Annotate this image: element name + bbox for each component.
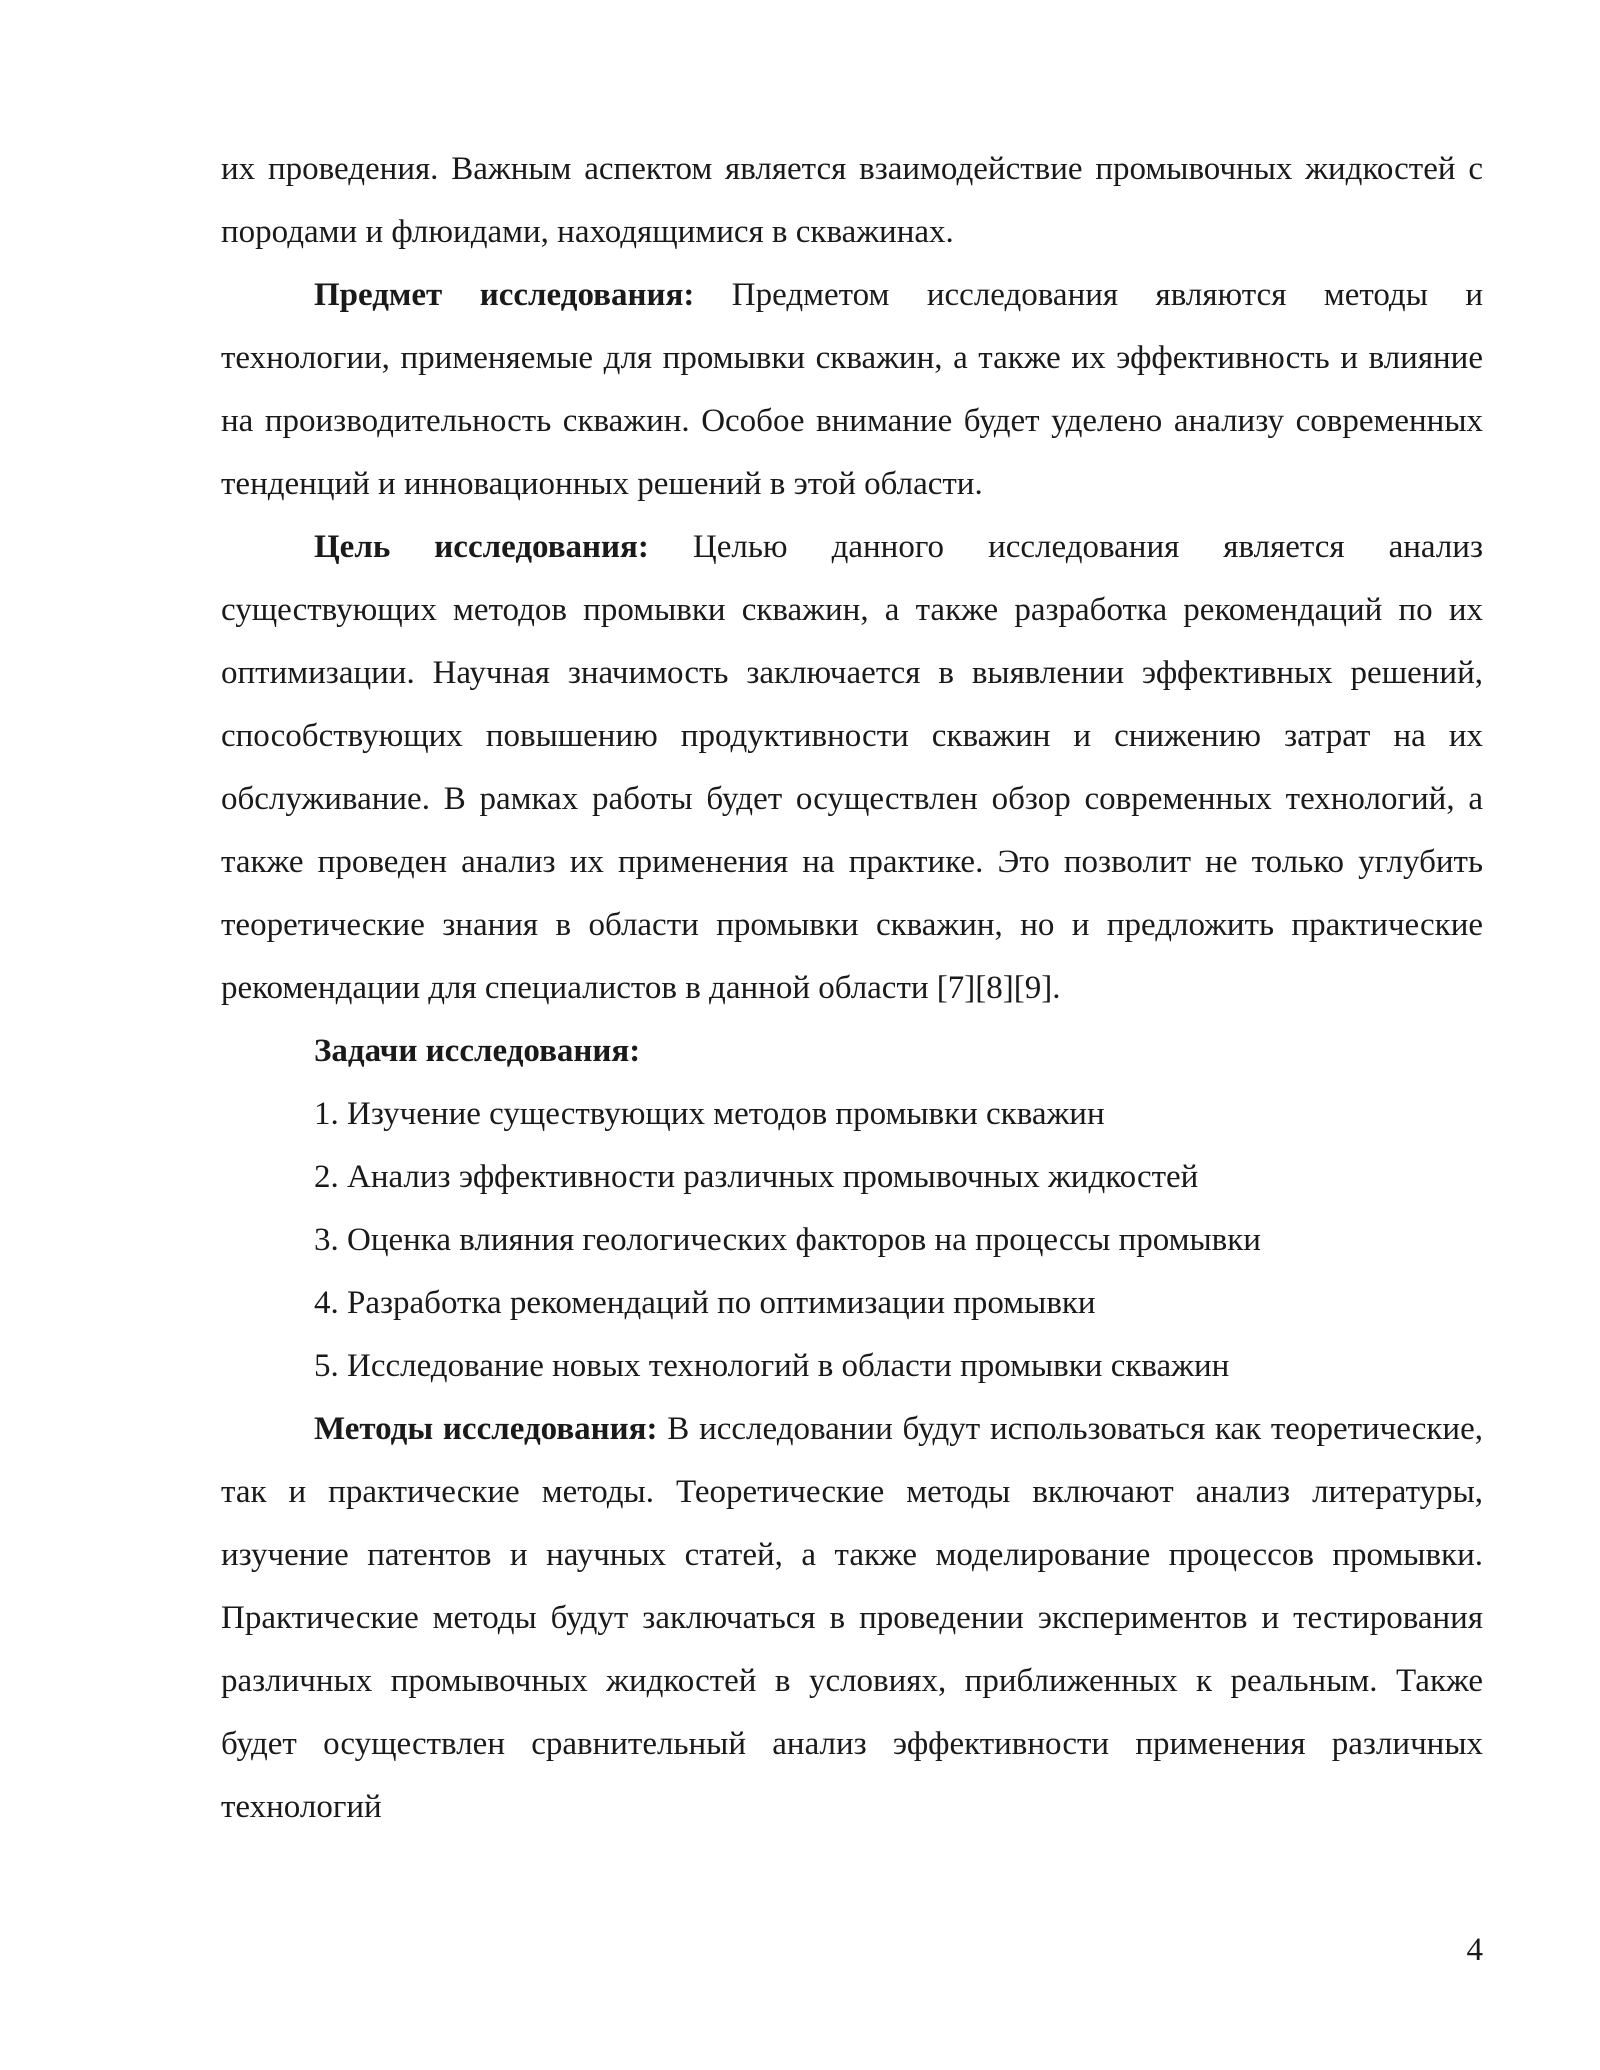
paragraph-methods — [221, 1398, 1483, 1839]
paragraph-subject — [221, 264, 1483, 516]
methods-text: В исследовании будут использоваться как теоретические, так и практические методы. Теоретические методы включают анализ литературы, изучение патентов и научных статей, а также моделирование процессов промывки. Практические методы будут заключаться в проведении экспериментов и тестирования различных промывочных жидкостей в условиях, приближенных к реальным. Также будет осуществлен сравнительный анализ эффективности применения различных технологий — [221, 1411, 1483, 1825]
goal-text: Целью данного исследования является анализ существующих методов промывки скважин, а также разработка рекомендаций по их оптимизации. Научная значимость заключается в выявлении эффективных решений, способствующих повышению продуктивности скважин и снижению затрат на их обслуживание. В рамках работы будет осуществлен обзор современных технологий, а также проведен анализ их применения на практике. Это позволит не только углубить теоретические знания в области промывки скважин, но и предложить практические рекомендации для специалистов в данной области [7][8][9]. — [221, 529, 1483, 1006]
paragraph-intro-continuation — [221, 138, 1483, 264]
tasks-heading — [221, 1020, 1483, 1083]
list-item: 3. Оценка влияния геологических факторов на процессы промывки — [314, 1222, 1261, 1258]
goal-label: Цель исследования: — [314, 529, 649, 565]
paragraph-text: их проведения. Важным аспектом является взаимодействие промывочных жидкостей с породами и флюидами, находящимися в скважинах. — [221, 151, 1483, 250]
list-item: 5. Исследование новых технологий в области промывки скважин — [314, 1348, 1230, 1384]
list-item: 4. Разработка рекомендаций по оптимизации промывки — [314, 1285, 1096, 1321]
methods-label: Методы исследования: — [314, 1411, 658, 1447]
subject-text: Предметом исследования являются методы и технологии, применяемые для промывки скважин, а также их эффективность и влияние на производительность скважин. Особое внимание будет уделено анализу современных тенденций и инновационных решений в этой области. — [221, 277, 1483, 502]
list-item: 1. Изучение существующих методов промывки скважин — [314, 1096, 1105, 1132]
list-item: 2. Анализ эффективности различных промывочных жидкостей — [314, 1159, 1199, 1195]
page-number: 4 — [1466, 1932, 1483, 1968]
subject-label: Предмет исследования: — [314, 277, 695, 313]
tasks-label: Задачи исследования: — [314, 1033, 641, 1069]
page-body — [221, 138, 1483, 1839]
paragraph-goal — [221, 516, 1483, 1020]
